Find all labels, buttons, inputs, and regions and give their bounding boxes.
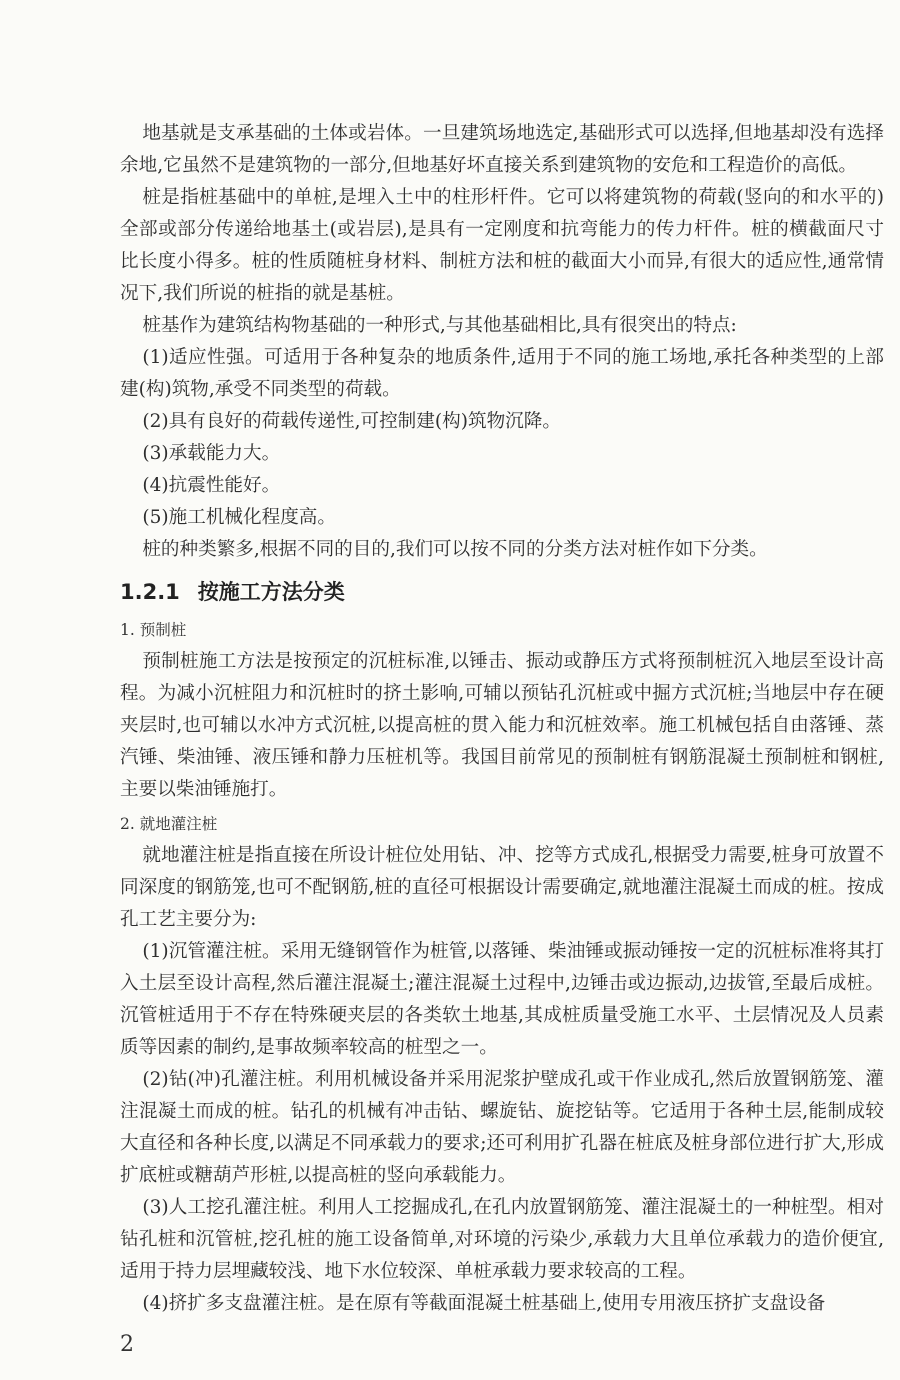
list-item: (1)沉管灌注桩。采用无缝钢管作为桩管,以落锤、柴油锤或振动锤按一定的沉桩标准将其打入土层至设计高程,然后灌注混凝土;灌注混凝土过程中,边锤击或边振动,边拔管,至最后成桩。沉管桩适用于不存在特殊硬夹层的各类软土地基,其成桩质量受施工水平、土层情况及人员素质等因素的制约,是事故频率较高的桩型之一。 xyxy=(120,941,884,1058)
paragraph: 就地灌注桩是指直接在所设计桩位处用钻、冲、挖等方式成孔,根据受力需要,桩身可放置不同深度的钢筋笼,也可不配钢筋,桩的直径可根据设计需要确定,就地灌注混凝土而成的桩。按成孔工艺主要分为: xyxy=(120,845,884,930)
paragraph: 桩是指桩基础中的单桩,是埋入土中的柱形杆件。它可以将建筑物的荷载(竖向的和水平的)全部或部分传递给地基土(或岩层),是具有一定刚度和抗弯能力的传力杆件。桩的横截面尺寸比长度小得多。桩的性质随桩身材料、制桩方法和桩的截面大小而异,有很大的适应性,通常情况下,我们所说的桩指的就是基桩。 xyxy=(120,187,884,304)
paragraph: 桩基作为建筑结构物基础的一种形式,与其他基础相比,具有很突出的特点: xyxy=(142,315,737,336)
page-body xyxy=(120,0,884,1380)
subsection-heading: 2. 就地灌注桩 xyxy=(120,815,218,833)
paragraph: 地基就是支承基础的土体或岩体。一旦建筑场地选定,基础形式可以选择,但地基却没有选择余地,它虽然不是建筑物的一部分,但地基好坏直接关系到建筑物的安危和工程造价的高低。 xyxy=(120,123,884,176)
list-item: (3)承载能力大。 xyxy=(142,443,281,464)
paragraph: 桩的种类繁多,根据不同的目的,我们可以按不同的分类方法对桩作如下分类。 xyxy=(142,539,768,560)
section-title: 按施工方法分类 xyxy=(197,580,345,604)
list-item: (1)适应性强。可适用于各种复杂的地质条件,适用于不同的施工场地,承托各种类型的上部建(构)筑物,承受不同类型的荷载。 xyxy=(120,347,884,400)
list-item: (2)钻(冲)孔灌注桩。利用机械设备并采用泥浆护壁成孔或干作业成孔,然后放置钢筋笼、灌注混凝土而成的桩。钻孔的机械有冲击钻、螺旋钻、旋挖钻等。它适用于各种土层,能制成较大直径和各种长度,以满足不同承载力的要求;还可利用扩孔器在桩底及桩身部位进行扩大,形成扩底桩或糖葫芦形桩,以提高桩的竖向承载能力。 xyxy=(120,1069,884,1186)
list-item: (4)抗震性能好。 xyxy=(142,475,281,496)
list-item: (3)人工挖孔灌注桩。利用人工挖掘成孔,在孔内放置钢筋笼、灌注混凝土的一种桩型。相对钻孔桩和沉管桩,挖孔桩的施工设备简单,对环境的污染少,承载力大且单位承载力的造价便宜,适用于持力层埋藏较浅、地下水位较深、单桩承载力要求较高的工程。 xyxy=(120,1197,884,1282)
section-number: 1.2.1 xyxy=(120,580,180,604)
list-item: (2)具有良好的荷载传递性,可控制建(构)筑物沉降。 xyxy=(142,411,561,432)
subsection-heading: 1. 预制桩 xyxy=(120,621,187,639)
list-item: (5)施工机械化程度高。 xyxy=(142,507,336,528)
page-number: 2 xyxy=(120,1332,134,1357)
list-item: (4)挤扩多支盘灌注桩。是在原有等截面混凝土桩基础上,使用专用液压挤扩支盘设备 xyxy=(142,1293,826,1314)
paragraph: 预制桩施工方法是按预定的沉桩标准,以锤击、振动或静压方式将预制桩沉入地层至设计高程。为减小沉桩阻力和沉桩时的挤土影响,可辅以预钻孔沉桩或中掘方式沉桩;当地层中存在硬夹层时,也可辅以水冲方式沉桩,以提高桩的贯入能力和沉桩效率。施工机械包括自由落锤、蒸汽锤、柴油锤、液压锤和静力压桩机等。我国目前常见的预制桩有钢筋混凝土预制桩和钢桩,主要以柴油锤施打。 xyxy=(120,651,884,800)
section-heading xyxy=(120,572,884,612)
